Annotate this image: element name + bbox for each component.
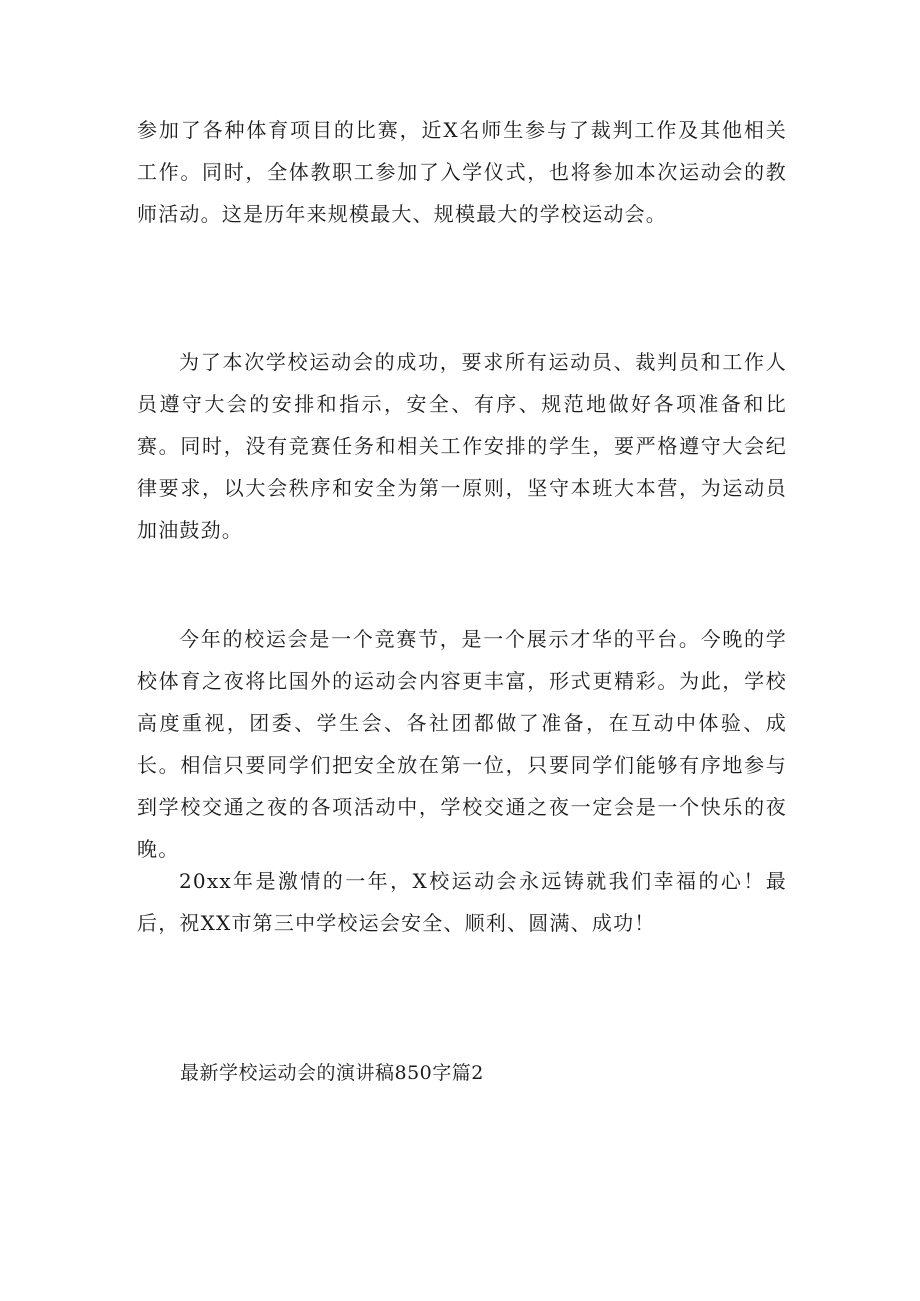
paragraph-sports-night: 今年的校运会是一个竞赛节，是一个展示才华的平台。今晚的学校体育之夜将比国外的运动会内容更丰富，形式更精彩。为此，学校高度重视，团委、学生会、各社团都做了准备，在互动中体验、成长。相信只要同学们把安全放在第一位，只要同学们能够有序地参与到学校交通之夜的各项活动中，学校交通之夜一定会是一个快乐的夜晚。	[137, 627, 787, 861]
paragraph-requirements: 为了本次学校运动会的成功，要求所有运动员、裁判员和工作人员遵守大会的安排和指示，安全、有序、规范地做好各项准备和比赛。同时，没有竞赛任务和相关工作安排的学生，要严格遵守大会纪律要求，以大会秩序和安全为第一原则，坚守本班大本营，为运动员加油鼓劲。	[137, 350, 787, 542]
section-heading: 最新学校运动会的演讲稿850字篇2	[180, 1062, 484, 1084]
paragraph-continuation: 参加了各种体育项目的比赛，近X名师生参与了裁判工作及其他相关工作。同时，全体教职工参加了入学仪式，也将参加本次运动会的教师活动。这是历年来规模最大、规模最大的学校运动会。	[137, 118, 787, 226]
paragraph-closing: 20xx年是激情的一年，X校运动会永远铸就我们幸福的心！最后，祝XX市第三中学校运会安全、顺利、圆满、成功！	[137, 869, 787, 935]
